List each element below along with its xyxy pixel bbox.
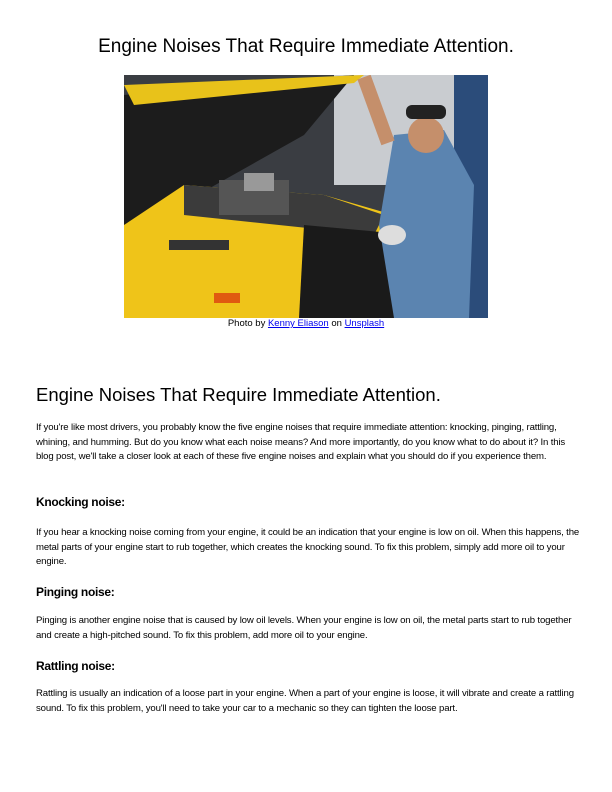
- document-title: Engine Noises That Require Immediate Attention.: [98, 36, 514, 57]
- unsplash-link[interactable]: Unsplash: [344, 318, 385, 329]
- mechanic-engine-photo: [124, 75, 488, 318]
- caption-prefix: Photo by: [227, 318, 268, 329]
- section-body-pinging: Pinging is another engine noise that is caused by low oil levels. When your engine is low on oil, the metal parts start to rub together and create a high-pitched sound. To fix this problem, add more oil to your engine.: [36, 615, 572, 641]
- section-body-rattling: Rattling is usually an indication of a loose part in your engine. When a part of your engine is loose, it will vibrate and create a rattling sound. To fix this problem, you'll need to take your car to a mechanic so they can tighten the loose part.: [36, 688, 574, 714]
- section-heading-pinging: Pinging noise:: [36, 585, 115, 599]
- photo-caption: [0, 318, 612, 329]
- intro-paragraph: If you're like most drivers, you probably know the five engine noises that require immediate attention: knocking, pinging, rattling, whining, and humming. But do you know what each noise means? And more importantly, do you know what to do about it? In this blog post, we'll take a closer look at each of these five engine noises and explain what you should do if you experience them.: [36, 422, 566, 463]
- section-heading-rattling: Rattling noise:: [36, 659, 115, 673]
- article-heading: Engine Noises That Require Immediate Attention.: [36, 384, 441, 405]
- author-link[interactable]: Kenny Eliason: [267, 318, 329, 329]
- section-body-knocking: If you hear a knocking noise coming from your engine, it could be an indication that your engine is low on oil. When this happens, the metal parts of your engine start to rub together, which creates the knocking sound. To fix this problem, simply add more oil to your engine.: [36, 527, 580, 568]
- section-heading-knocking: Knocking noise:: [36, 495, 125, 509]
- caption-middle: on: [328, 318, 345, 329]
